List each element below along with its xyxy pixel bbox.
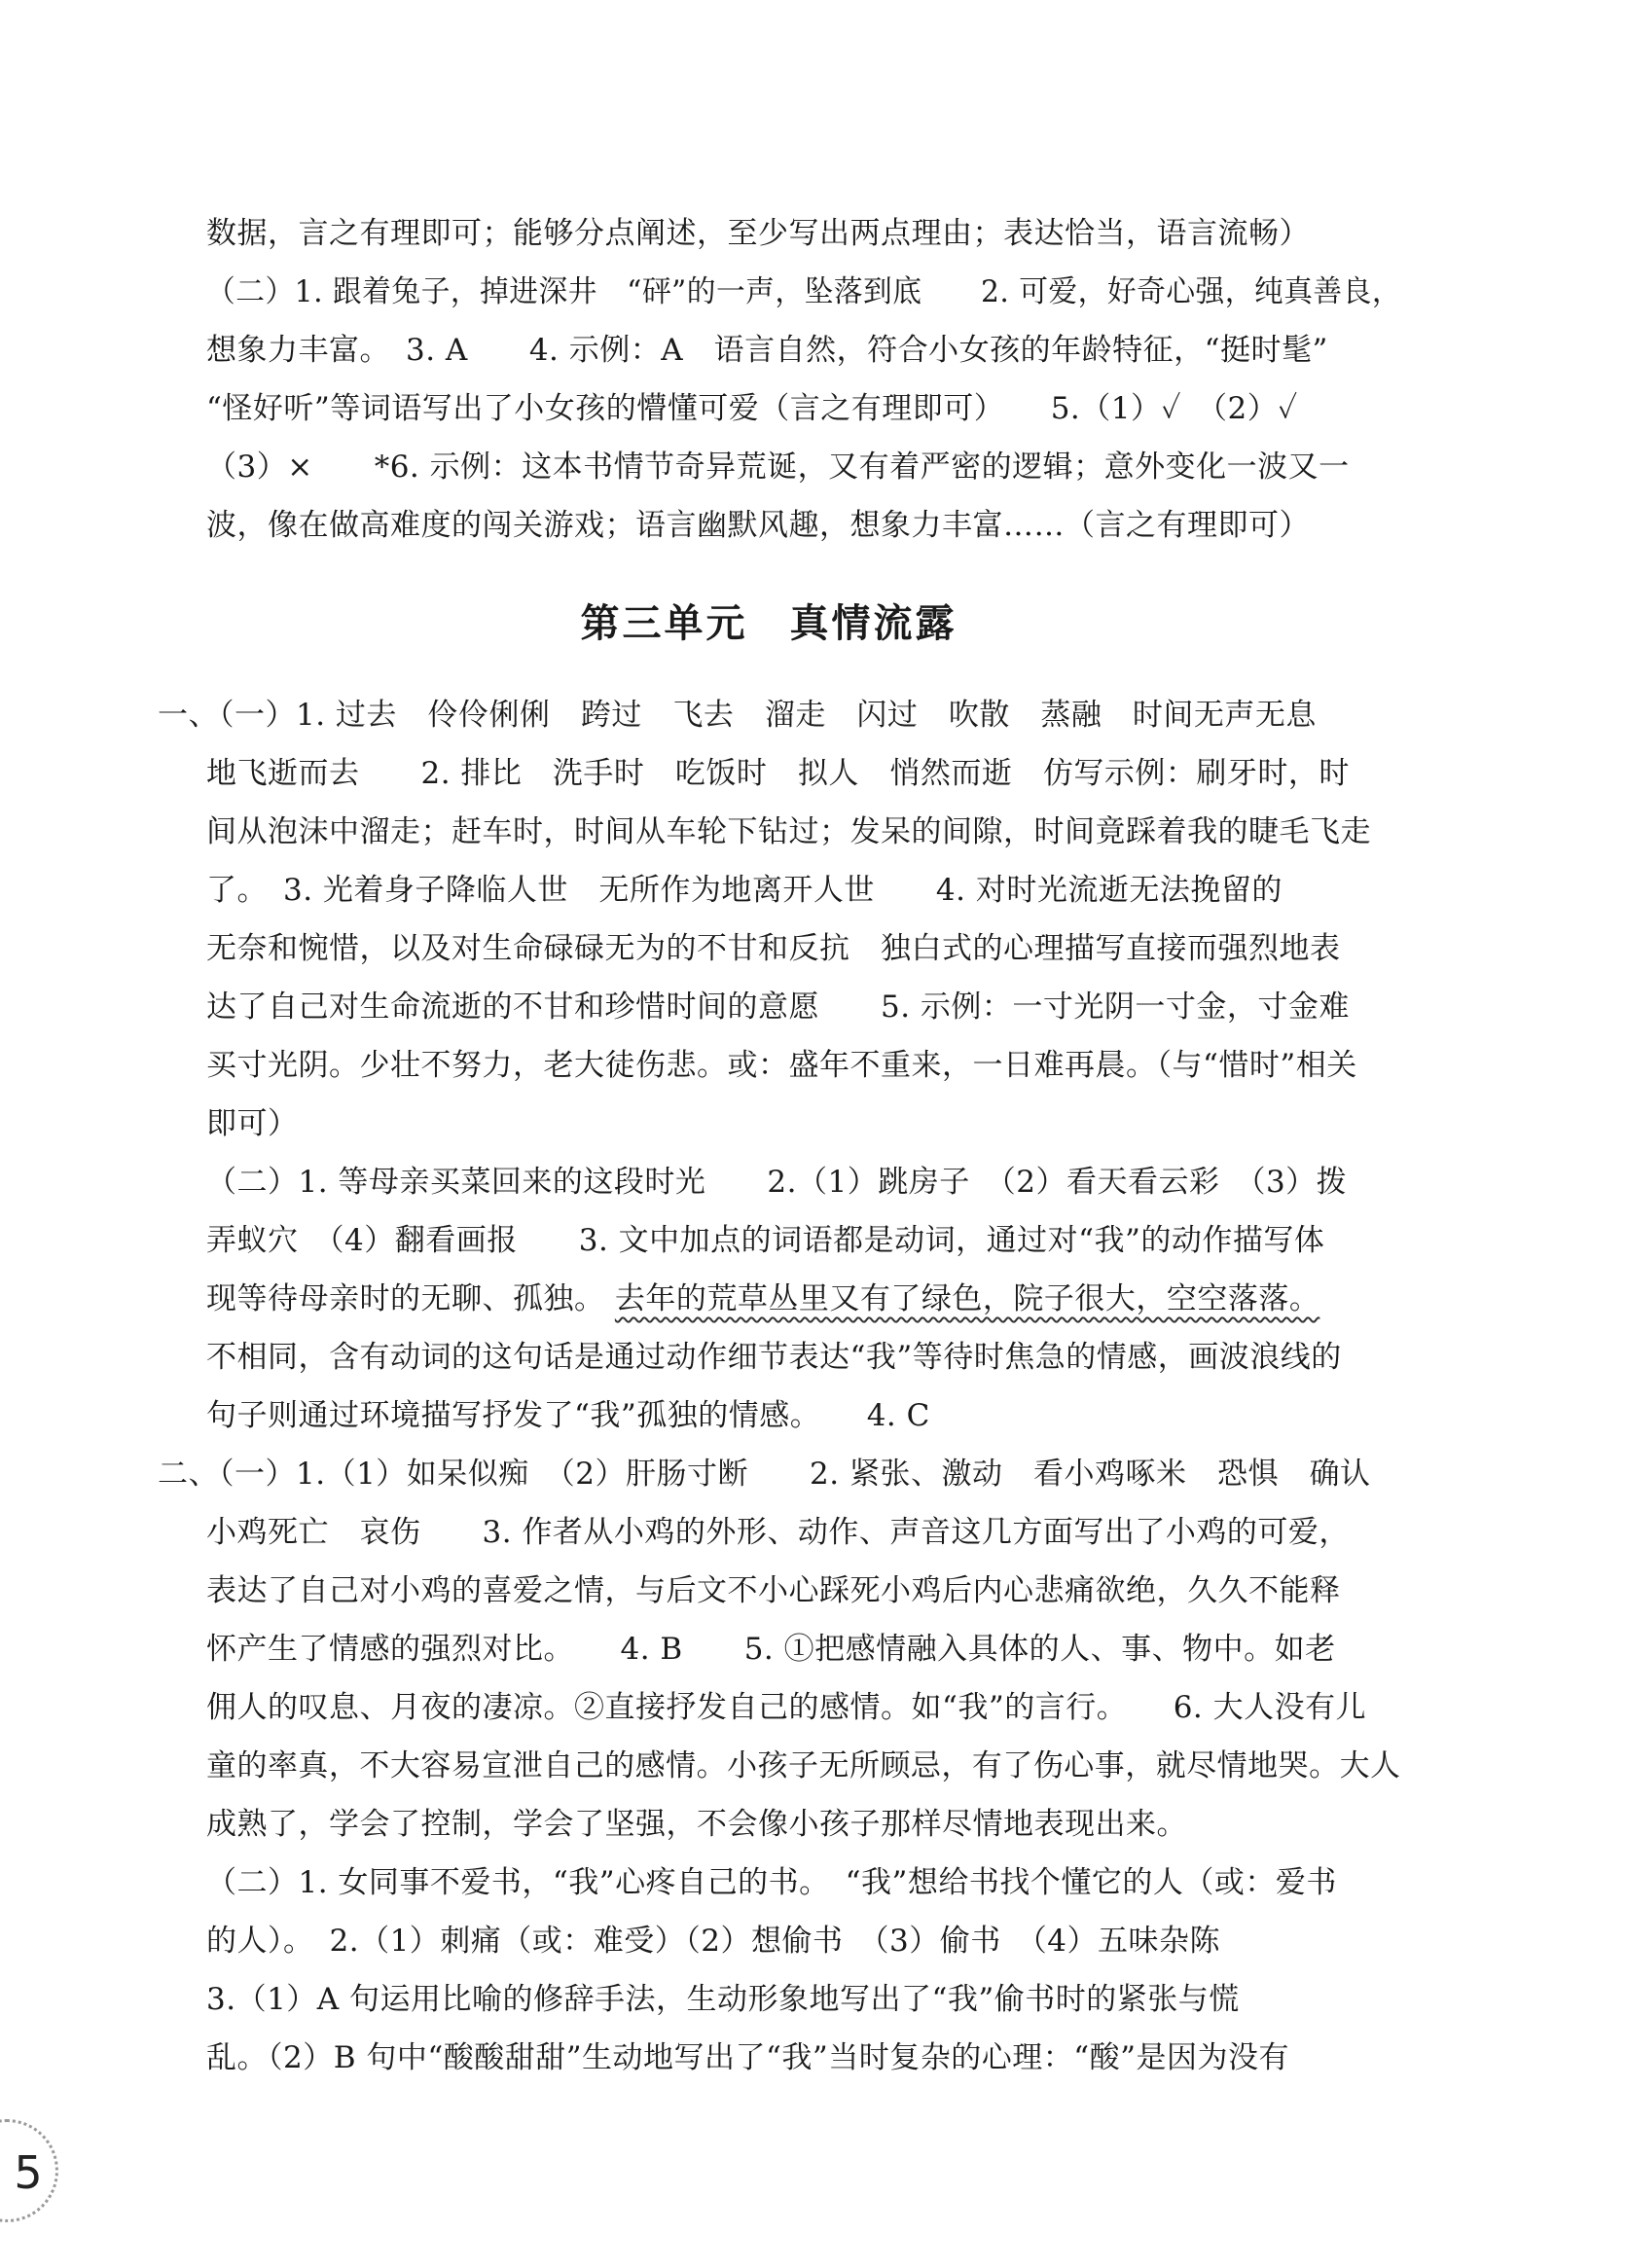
text-line: 波，像在做高难度的闯关游戏；语言幽默风趣，想象力丰富……（言之有理即可） [206, 508, 1310, 543]
text-line: 不相同，含有动词的这句话是通过动作细节表达“我”等待时焦急的情感，画波浪线的 [206, 1340, 1342, 1375]
text-line-with-wavy [206, 1279, 1319, 1318]
text-line: 二、（一）1.（1）如呆似痴 （2）肝肠寸断 2. 紧张、激动 看小鸡啄米 恐惧 确认 [158, 1457, 1371, 1492]
text-line: 无奈和惋惜，以及对生命碌碌无为的不甘和反抗 独白式的心理描写直接而强烈地表 [206, 931, 1341, 966]
wavy-underlined-sentence: 去年的荒草丛里又有了绿色，院子很大，空空落落。 [614, 1281, 1320, 1316]
text-line: 即可） [206, 1106, 299, 1141]
text-segment: 现等待母亲时的无聊、孤独。 [206, 1281, 605, 1316]
text-line: 成熟了，学会了控制，学会了坚强，不会像小孩子那样尽情地表现出来。 [206, 1807, 1187, 1842]
text-line: （3）× *6. 示例：这本书情节奇异荒诞，又有着严密的逻辑；意外变化一波又一 [206, 450, 1350, 485]
text-line: 买寸光阴。少壮不努力，老大徒伤悲。或：盛年不重来，一日难再晨。（与“惜时”相关 [206, 1048, 1357, 1083]
text-line: 句子则通过环境描写抒发了“我”孤独的情感。 4. C [206, 1398, 930, 1433]
section-title: 第三单元 真情流露 [580, 601, 958, 646]
text-line: 乱。（2）B 句中“酸酸甜甜”生动地写出了“我”当时复杂的心理：“酸”是因为没有 [206, 2040, 1289, 2075]
text-line: （二）1. 跟着兔子，掉进深井 “砰”的一声，坠落到底 2. 可爱，好奇心强，纯真善良， [206, 274, 1402, 309]
text-line: 怀产生了情感的强烈对比。 4. B 5. ①把感情融入具体的人、事、物中。如老 [206, 1632, 1336, 1667]
text-line: 一、（一）1. 过去 伶伶俐俐 跨过 飞去 溜走 闪过 吹散 蒸融 时间无声无息 [158, 698, 1317, 733]
text-line: （二）1. 女同事不爱书，“我”心疼自己的书。 “我”想给书找个懂它的人（或：爱书 [206, 1865, 1337, 1900]
text-line: 想象力丰富。 3. A 4. 示例：A 语言自然，符合小女孩的年龄特征，“挺时髦” [206, 333, 1328, 368]
text-line: 童的率真，不大容易宣泄自己的感情。小孩子无所顾忌，有了伤心事，就尽情地哭。大人 [206, 1748, 1401, 1783]
text-line: 小鸡死亡 哀伤 3. 作者从小鸡的外形、动作、声音这几方面写出了小鸡的可爱， [206, 1515, 1350, 1550]
text-line: 数据，言之有理即可；能够分点阐述，至少写出两点理由；表达恰当，语言流畅） [206, 216, 1310, 251]
text-line: 的人）。 2.（1）刺痛（或：难受）（2）想偷书 （3）偷书 （4）五味杂陈 [206, 1924, 1220, 1959]
text-line: 地飞逝而去 2. 排比 洗手时 吃饭时 拟人 悄然而逝 仿写示例：刷牙时，时 [206, 756, 1350, 791]
text-line: “怪好听”等词语写出了小女孩的懵懂可爱（言之有理即可） 5.（1）✓ （2）✓ [206, 391, 1298, 426]
text-line: 佣人的叹息、月夜的凄凉。②直接抒发自己的感情。如“我”的言行。 6. 大人没有儿 [206, 1690, 1367, 1725]
text-line: 达了自己对生命流逝的不甘和珍惜时间的意愿 5. 示例：一寸光阴一寸金，寸金难 [206, 990, 1350, 1025]
page-number: 5 [14, 2146, 43, 2199]
text-line: 间从泡沫中溜走；赶车时，时间从车轮下钻过；发呆的间隙，时间竟踩着我的睫毛飞走 [206, 814, 1371, 849]
text-line: （二）1. 等母亲买菜回来的这段时光 2.（1）跳房子 （2）看天看云彩 （3）拨 [206, 1165, 1348, 1200]
text-line: 3.（1）A 句运用比喻的修辞手法，生动形象地写出了“我”偷书时的紧张与慌 [206, 1982, 1240, 2017]
text-line: 了。 3. 光着身子降临人世 无所作为地离开人世 4. 对时光流逝无法挽留的 [206, 873, 1283, 908]
text-line: 表达了自己对小鸡的喜爱之情，与后文不小心踩死小鸡后内心悲痛欲绝，久久不能释 [206, 1573, 1341, 1608]
text-line: 弄蚁穴 （4）翻看画报 3. 文中加点的词语都是动词，通过对“我”的动作描写体 [206, 1223, 1325, 1258]
